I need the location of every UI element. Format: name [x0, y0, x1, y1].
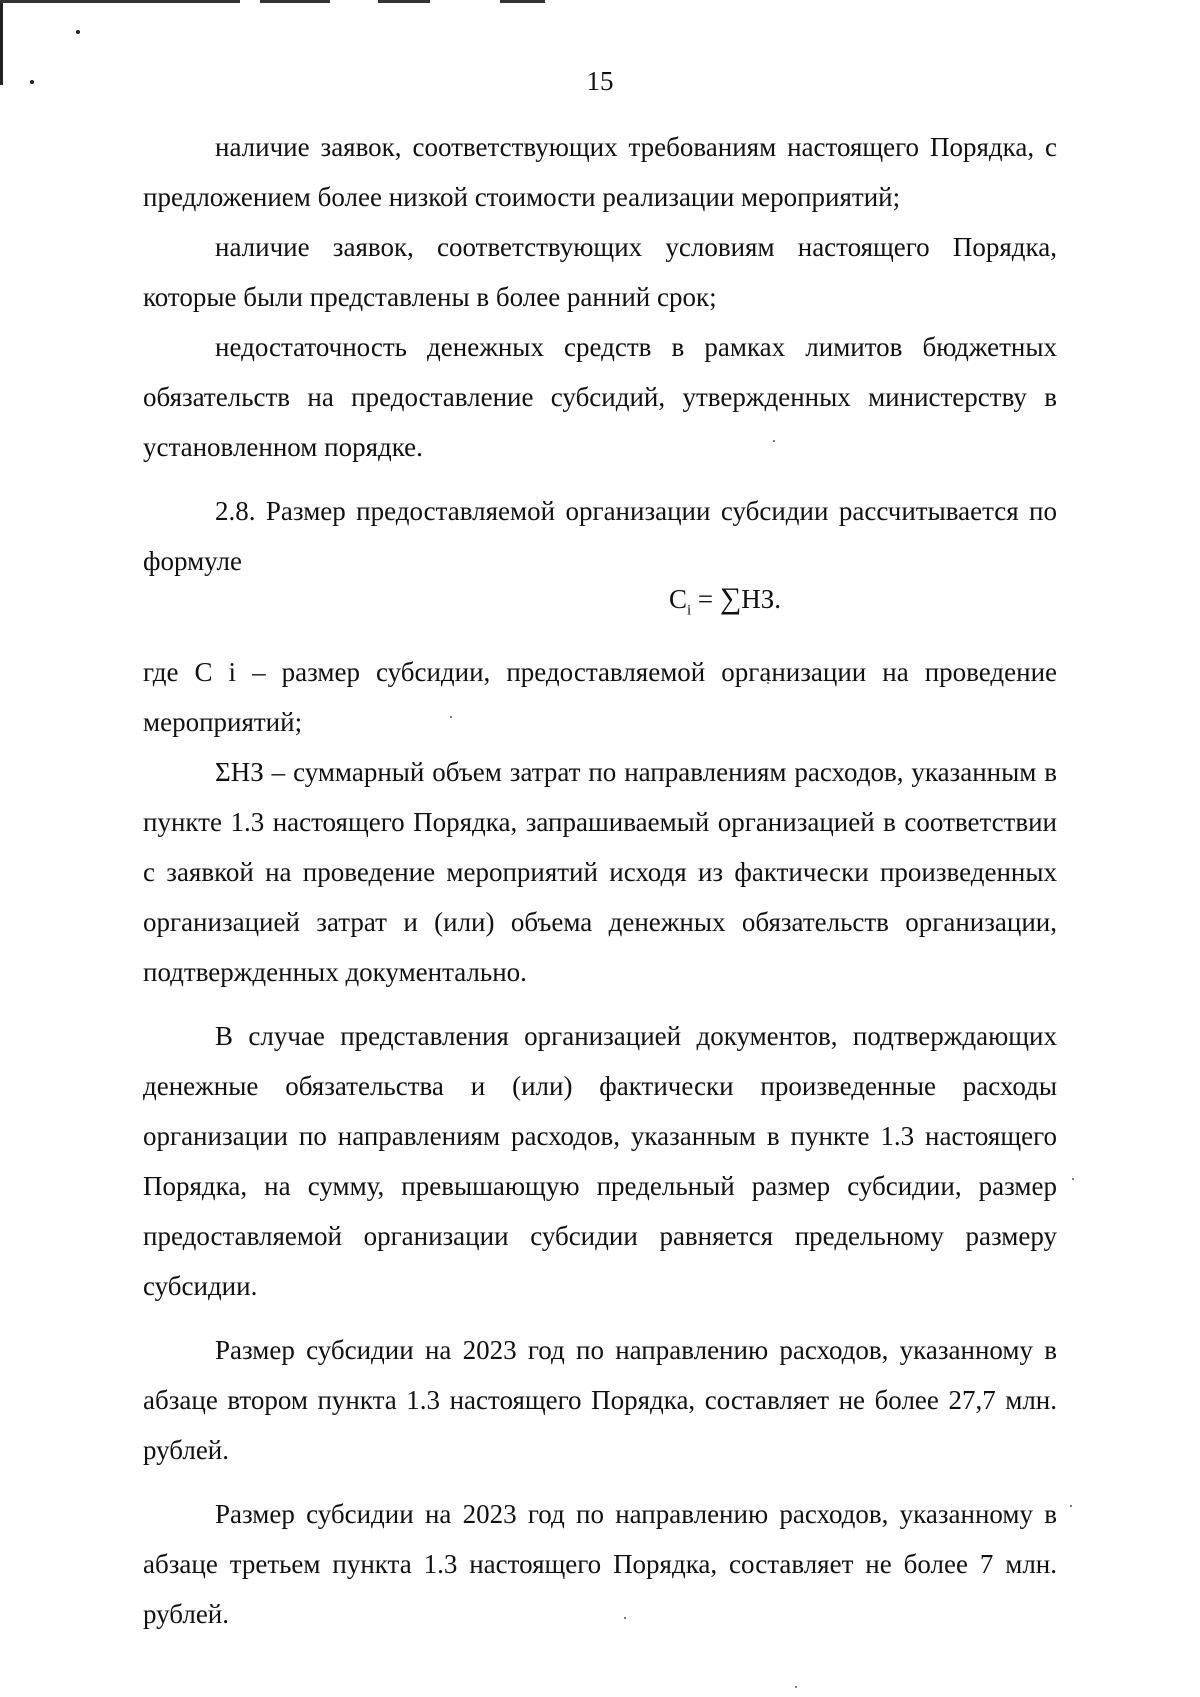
scan-speck [1070, 1505, 1072, 1507]
scan-edge-top [500, 0, 545, 3]
paragraph: недостаточность денежных средств в рамках лимитов бюджетных обязательств на предоставление субсидий, утвержденных министерству в установленном порядке. [143, 332, 1057, 462]
scan-edge-top [0, 0, 240, 3]
paragraph: 2.8. Размер предоставляемой организации субсидии рассчитывается по формуле [143, 496, 1057, 576]
paragraph: В случае представления организацией документов, подтверждающих денежные обязательства и (или) фактически произведенные расходы организации по направлениям расходов, указанным в пункте 1.3 настоящего Порядка, на сумму, превышающую предельный размер субсидии, размер предоставляемой организации субсидии равняется предельному размеру субсидии. [143, 1021, 1057, 1302]
paragraph: где С i – размер субсидии, предоставляемой организации на проведение мероприятий; [143, 657, 1057, 738]
scan-speck [795, 1686, 797, 1688]
page-number: 15 [586, 66, 614, 96]
formula [143, 580, 1057, 629]
formula-lhs-subscript: i [686, 602, 692, 619]
paragraph: ΣНЗ – суммарный объем затрат по направлениям расходов, указанным в пункте 1.3 настоящего Порядка, запрашиваемый организацией в соответствии с заявкой на проведение мероприятий исходя из фактически произведенных организацией затрат и (или) объема денежных обязательств организации, подтвержденных документально. [143, 757, 1057, 988]
formula-equals: = [697, 584, 714, 614]
scan-speck [1072, 1178, 1074, 1180]
paragraph: Размер субсидии на 2023 год по направлению расходов, указанному в абзаце втором пункта 1.3 настоящего Порядка, составляет не более 27,7 млн. рублей. [143, 1335, 1057, 1466]
spacer [143, 1475, 1057, 1489]
formula-rhs: НЗ. [741, 584, 782, 614]
scan-edge-top [260, 0, 330, 3]
spacer [143, 997, 1057, 1011]
paragraph: наличие заявок, соответствующих требованиям настоящего Порядка, с предложением более низкой стоимости реализации мероприятий; [143, 132, 1057, 212]
document-body [143, 122, 1057, 1639]
scan-edge-top [378, 0, 430, 3]
spacer [143, 472, 1057, 486]
spacer [143, 1311, 1057, 1325]
scan-speck [76, 30, 80, 34]
formula-sigma: ∑ [719, 582, 742, 615]
paragraph: Размер субсидии на 2023 год по направлению расходов, указанному в абзаце третьем пункта 1.3 настоящего Порядка, составляет не более 7 млн. рублей. [143, 1499, 1057, 1630]
formula-lhs: С [668, 584, 687, 614]
paragraph: наличие заявок, соответствующих условиям настоящего Порядка, которые были представлены в более ранний срок; [143, 232, 1057, 312]
